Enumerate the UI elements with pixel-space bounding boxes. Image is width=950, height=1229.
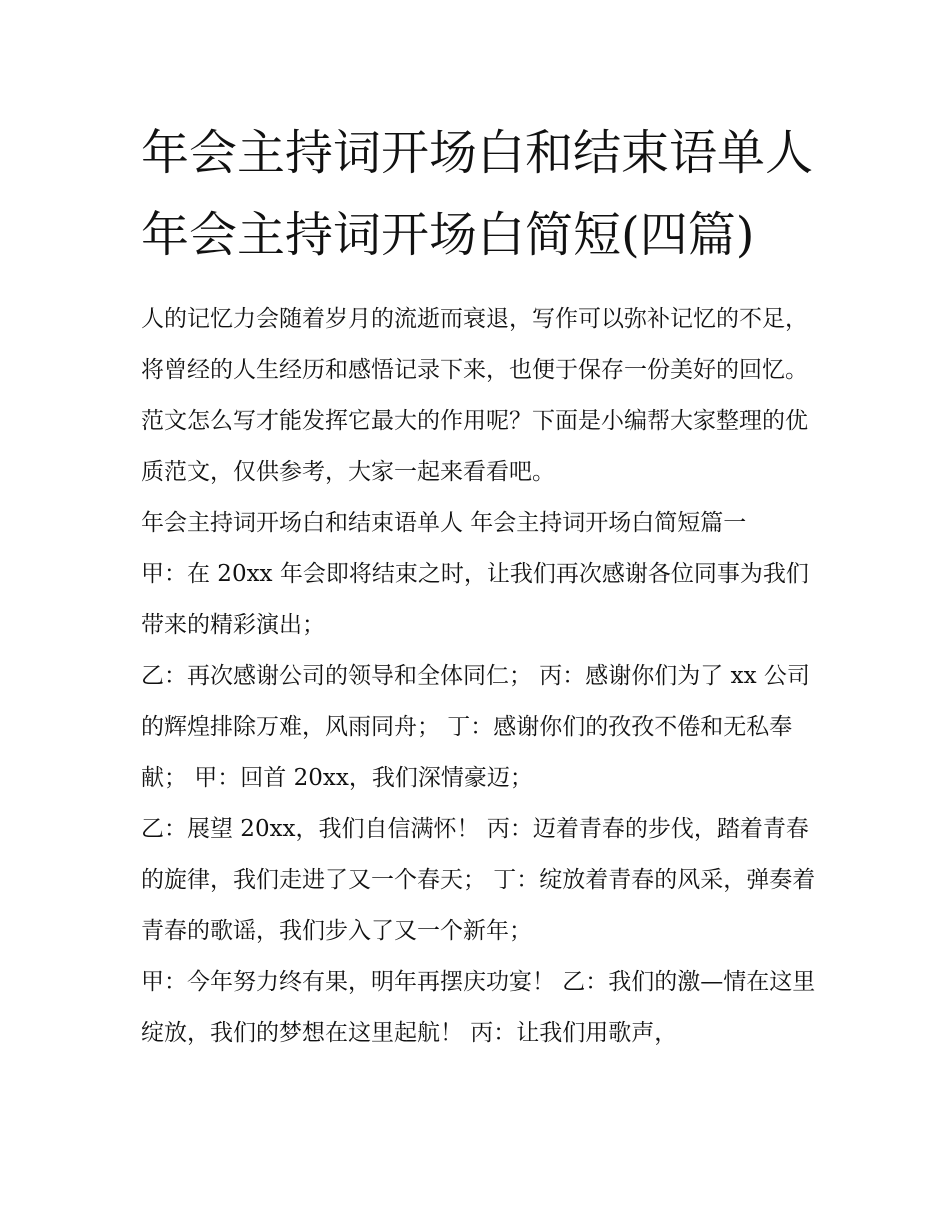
document-title: 年会主持词开场白和结束语单人 年会主持词开场白简短(四篇) (141, 125, 814, 263)
paragraph-section-heading: 年会主持词开场白和结束语单人 年会主持词开场白简短篇一 (141, 510, 747, 536)
paragraph: 乙：再次感谢公司的领导和全体同仁； 丙：感谢你们为了 xx 公司的辉煌排除万难，风雨同舟； 丁：感谢你们的孜孜不倦和无私奉献； 甲：回首 20xx，我们深情豪迈； (141, 663, 810, 791)
document-content (141, 112, 821, 1059)
paragraph: 甲：在 20xx 年会即将结束之时，让我们再次感谢各位同事为我们带来的精彩演出； (141, 561, 809, 638)
paragraph-intro: 人的记忆力会随着岁月的流逝而衰退，写作可以弥补记忆的不足，将曾经的人生经历和感悟记录下来，也便于保存一份美好的回忆。范文怎么写才能发挥它最大的作用呢？下面是小编帮大家整理的优质范文，仅供参考，大家一起来看看吧。 (141, 306, 808, 485)
paragraph: 甲：今年努力终有果，明年再摆庆功宴！ 乙：我们的激—情在这里绽放，我们的梦想在这里起航！ 丙：让我们用歌声， (141, 969, 816, 1046)
document-body (141, 294, 821, 1059)
paragraph: 乙：展望 20xx，我们自信满怀！ 丙：迈着青春的步伐，踏着青春的旋律，我们走进了又一个春天； 丁：绽放着青春的风采，弹奏着青春的歌谣，我们步入了又一个新年； (141, 816, 816, 944)
